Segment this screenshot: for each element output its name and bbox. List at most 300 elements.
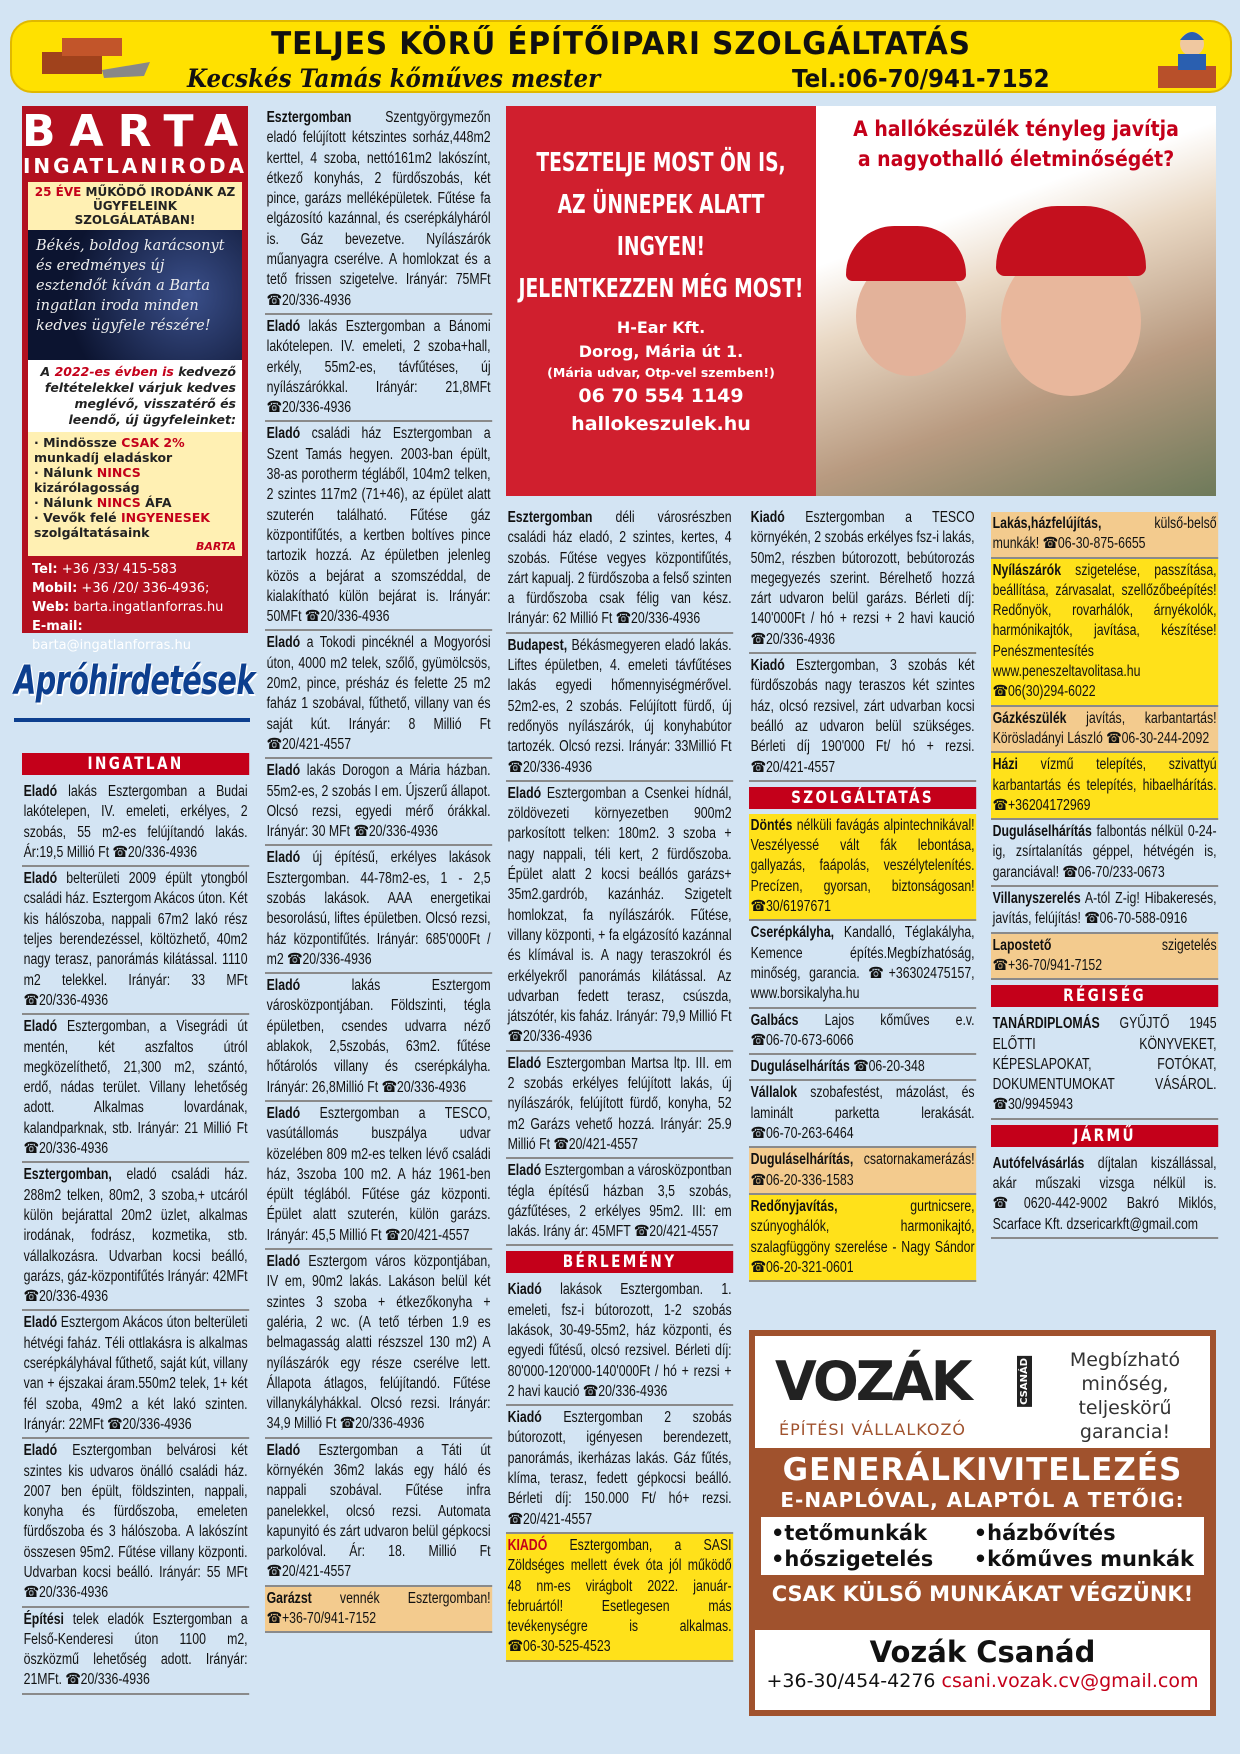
hearing-ad-photo <box>816 106 1216 496</box>
ad-phone <box>382 1079 466 1096</box>
banner-name: Kecskés Tamás kőműves mester <box>187 64 601 93</box>
ad-phone-number: +36-70/941-7152 <box>281 1610 377 1628</box>
ad-body: Esztergomban Martsa ltp. III. em 2 szobás erkélyes felújított lakás, új nyílászárók, felújított fürdő, konyha, 52 m2 Garázs vehető hozzá. Irányár: 25.9 Millió Ft <box>507 1054 732 1153</box>
ad-phone-number: 20/336-4936 <box>38 1584 109 1602</box>
barta-contact-row <box>32 560 238 579</box>
barta-offer-b: kedvező feltételekkel várjuk kedves meglévő, visszatérő és leendő, új ügyfeleinket: <box>44 364 236 427</box>
ad-lead: Budapest, <box>507 636 568 654</box>
ad-lead: Vállalok <box>750 1084 798 1102</box>
classified-ad <box>265 1250 492 1439</box>
ad-phone <box>1084 910 1187 927</box>
classified-ad <box>265 106 492 315</box>
ad-phone <box>267 1563 351 1580</box>
ad-phone-number: 06-70/233-0673 <box>1077 863 1165 881</box>
ad-lead: Eladó <box>266 317 301 335</box>
benefit-text: szolgáltatásaink <box>34 525 150 540</box>
phone-icon: ☎ <box>507 1638 523 1656</box>
phone-icon: ☎ <box>992 956 1008 974</box>
benefit-text: kizárólagosság <box>34 480 140 495</box>
ad-body: gurtnicsere, szúnyoghálók, harmonikajtó, szalagfüggöny szerelése - Nagy Sándor <box>750 1197 975 1256</box>
ad-phone <box>24 1140 108 1157</box>
contact-value[interactable]: barta@ingatlanforras.hu <box>32 638 191 653</box>
classified-ad <box>265 1102 492 1250</box>
ad-phone-number: 20/336-4936 <box>127 843 198 861</box>
ad-lead: Villanyszerelés <box>992 890 1081 908</box>
ad-phone-number: 30/9945943 <box>1007 1096 1073 1114</box>
column-2 <box>265 106 492 1633</box>
phone-icon: ☎ <box>868 964 889 982</box>
ad-body: Esztergom Akácos úton belterületi hétvégi faház. Téli ottlakásra is alkalmas cserépkályhával fűthető, saját kút, villany van + éjszakai áram.550m2 telek, 1+ két fél szoba, 49m2 a két lakó szinten. Irányár: 22MFt <box>23 1314 248 1433</box>
phone-icon: ☎ <box>1042 535 1058 553</box>
phone-icon: ☎ <box>1084 910 1100 928</box>
ad-phone <box>354 823 438 840</box>
ad-body: szigetelése, passzítása, beállítása, zárvasalat, szellőzőbeépítés! Redőnyök, rovarhálók, árnyékolók, harmónikajtók, javítása, készítése! Penészmentesítés www.peneszeltavolitasa.hu <box>992 561 1217 681</box>
phone-icon: ☎ <box>750 898 766 916</box>
ad-body: családi ház Esztergomban a Szent Tamás hegyen. 2003-ban épült, 38-as porotherm tégláből, 104m2 telken, 2 szintes 117m2 (71+46), az épület alatt szuterén található. Fűtése gáz központifűtés, a kertben boltíves pince tartozik hozzá. Az épületben jelenleg közös a bejárat a szomszéddal, de kialakítható külön bejárat is. Irányár: 50MFt <box>266 425 491 626</box>
ad-lead: Eladó <box>266 849 301 867</box>
classified-ad <box>749 1081 976 1148</box>
classified-ad <box>265 974 492 1102</box>
ad-phone <box>751 1032 854 1049</box>
classified-ad <box>22 1439 249 1607</box>
classified-ad <box>506 634 733 782</box>
phone-icon: ☎ <box>992 683 1008 701</box>
barta-contact-row <box>32 579 238 598</box>
hearing-ad-red-panel <box>506 106 816 496</box>
ad-phone <box>305 608 389 625</box>
phone-icon: ☎ <box>23 1584 39 1602</box>
ad-phone-number: 20/336-4936 <box>281 291 352 309</box>
ad-body: szigetelés <box>1051 936 1217 954</box>
phone-icon: ☎ <box>287 950 303 968</box>
classified-ad <box>991 1152 1218 1239</box>
section-header-ingatlan: INGATLAN <box>22 753 249 775</box>
ad-phone <box>107 1416 191 1433</box>
column-5 <box>991 512 1218 1239</box>
santa-hat-icon <box>996 206 1146 276</box>
ad-phone <box>508 1028 592 1045</box>
ad-lead: Esztergomban <box>507 509 593 526</box>
hearing-ad-company: H-Ear Kft. <box>616 318 706 337</box>
vozak-logo-small: CSANÁD <box>1019 1358 1030 1405</box>
ad-phone <box>267 736 351 753</box>
phone-icon: ☎ <box>582 1382 599 1400</box>
classified-ad <box>265 846 492 974</box>
vozak-services-list <box>761 1517 1204 1575</box>
ad-phone-number: 20/336-4936 <box>765 630 836 648</box>
ad-phone <box>267 292 351 309</box>
phone-icon: ☎ <box>266 291 282 309</box>
ad-phone-number: +36302475157, <box>888 964 975 982</box>
benefit-highlight: CSAK 2% <box>121 435 185 450</box>
classified-ad <box>265 1439 492 1587</box>
ad-body: Esztergomban belvárosi két szintes kis udvaros önálló családi ház. 2007 ben épült, földszinten, nappali, konyha és fürdőszoba, emeleten fürdőszoba és 3 hálószoba. A lakószínt összesen 95m2. Fűtése villany központi. Udvarban kocsi beálló. Irányár: 55 MFt <box>23 1442 248 1581</box>
classified-ad <box>22 1015 249 1163</box>
classified-ad <box>749 654 976 782</box>
ad-phone-number: 30/6197671 <box>765 898 831 916</box>
ad-phone-number: 20/421-4557 <box>281 1563 352 1581</box>
barta-logo: BARTA <box>195 540 236 553</box>
barta-benefit <box>34 510 236 540</box>
ad-phone <box>508 1511 592 1528</box>
phone-icon: ☎ <box>381 1078 397 1096</box>
ad-lead: Eladó <box>266 1253 301 1271</box>
ad-body: lakás Esztergom városközpontjában. Földszinti, tégla épületben, csendes udvarra néző ablakok, 2,5szobás, 63m2. fűtése hőtárolós villany és cserépkályha. Irányár: 26,8Millió Ft <box>266 977 491 1096</box>
ad-phone-number: 20/336-4936 <box>38 1288 109 1306</box>
contact-label: Tel: <box>32 562 58 577</box>
ad-phone-number: 20/336-4936 <box>522 758 593 776</box>
ad-lead: Eladó <box>507 1162 542 1180</box>
vozak-phone: +36-30/454-4276 <box>766 1670 936 1692</box>
ad-body: Esztergomban, a SASI Zöldséges mellett évek óta jól működő 48 nm-es virágbolt 2022. január-februártól! Esetlegesen más tevékenységre is alkalmas. <box>507 1536 732 1636</box>
ad-body: Esztergomban a TESCO környékén, 2 szobás erkélyes fsz-i lakás, 50m2, részben bútorozott, bebútorozás megegyezés szerint. Bérelhető hozzá zárt udvaron belül garázs. Bérleti díj: 140'000Ft / hó + rezsi + 2 havi kaució <box>750 509 975 628</box>
vozak-services-panel <box>755 1448 1210 1630</box>
ad-body: külső-belső munkák! <box>992 515 1217 553</box>
ad-phone-number: 20/336-4936 <box>320 608 390 626</box>
ad-phone-number: 20/336-4936 <box>396 1078 467 1096</box>
vozak-construction-ad <box>749 1330 1216 1716</box>
ad-lead: Házi <box>992 756 1018 774</box>
contact-value: +36 /20/ 336-4936; <box>77 581 210 596</box>
mason-worker-icon <box>1152 26 1222 90</box>
ad-body: Esztergomban a TESCO, vasútállomás buszpálya udvar közelében 809 m2-es telken lévő családi ház, 3szoba 100 m2. A ház 1961-ben épült téglából. Fűtése gáz központi. Épület alatt szuterén, külön garázs. Irányár: 45,5 Millió Ft <box>266 1104 491 1244</box>
phone-icon: ☎ <box>266 735 282 753</box>
contact-label: Mobil: <box>32 581 78 596</box>
ad-phone <box>993 683 1096 700</box>
ad-phone <box>24 1288 108 1305</box>
ad-phone-number: 20/421-4557 <box>765 758 836 776</box>
phone-icon: ☎ <box>304 608 321 626</box>
ad-phone <box>616 610 700 627</box>
phone-icon: ☎ <box>23 991 39 1009</box>
ad-phone <box>24 1584 108 1601</box>
vozak-service: •kőműves munkák <box>973 1547 1194 1571</box>
barta-real-estate-ad <box>22 106 253 653</box>
classified-ad <box>22 1608 249 1695</box>
phone-icon: ☎ <box>507 1510 523 1528</box>
phone-icon: ☎ <box>107 1415 123 1433</box>
barta-benefits-list <box>28 432 242 556</box>
ad-lead: Duguláselhárítás, <box>750 1151 854 1169</box>
ad-phone-number: 06-30-525-4523 <box>522 1638 611 1656</box>
ad-phone <box>340 1415 424 1432</box>
phone-icon: ☎ <box>266 1563 282 1581</box>
classified-ad <box>265 631 492 759</box>
ad-body: Kandalló, Téglakályha, Kemence építés.Megbízhatóság, minőség, garancia. <box>750 924 975 982</box>
banner-phone: Tel.:06-70/941-7152 <box>792 64 1050 93</box>
ad-phone-number: 06-70-263-6464 <box>765 1125 854 1143</box>
ad-lead: Gázkészülék <box>992 709 1067 727</box>
ad-body: telek eladók Esztergomban a Felső-Kenderesi úton 1100 m2, öszközmű lehetőség adott. Irányár: 21MFt. <box>23 1610 248 1689</box>
classified-ad <box>265 315 492 422</box>
ad-body: javítás, karbantartás! Körösladányi László <box>992 709 1217 747</box>
phone-icon: ☎ <box>65 1671 81 1689</box>
ad-lead: Esztergomban <box>266 109 352 126</box>
classified-ad <box>22 780 249 867</box>
phone-icon: ☎ <box>1106 729 1122 747</box>
ad-lead: Nyílászárók <box>992 561 1062 579</box>
ad-body: a Tokodi pincéknél a Mogyorósi úton, 4000 m2 telek, szőlő, gyümölcsös, 20m2, pince, présház és felette 25 m2 faház 1 szobával, fűthető, villany van és saját kút. Irányár: 8 Millió Ft <box>266 634 491 733</box>
ad-lead: Eladó <box>266 1441 301 1459</box>
hearing-aid-ad <box>506 106 1216 496</box>
classified-ad <box>991 559 1218 707</box>
phone-icon: ☎ <box>992 796 1008 814</box>
ad-lead: Eladó <box>507 1054 542 1072</box>
ad-body: csatornakamerázás! <box>853 1151 975 1169</box>
ad-phone <box>287 951 371 968</box>
ad-phone-number: 06-20-336-1583 <box>765 1171 854 1189</box>
barta-contacts <box>22 556 248 659</box>
santa-hat-icon <box>846 226 966 281</box>
barta-benefit <box>34 465 236 495</box>
ad-phone <box>583 1383 667 1400</box>
ad-phone-number: 20/336-4936 <box>38 991 109 1009</box>
classified-ad <box>749 1055 976 1081</box>
hearing-ad-line: JELENTKEZZEN MÉG MOST! <box>518 274 804 304</box>
ad-body: Esztergomban 2 szobás bútorozott, igényesen berendezett, panorámás, ikerházas lakás. Gáz fűtés, klíma, terasz, fedett gépkocsi beálló. Bérleti díj: 150.000 Ft/ hó+ rezsi. <box>507 1409 732 1508</box>
barta-anniversary-text: MŰKÖDŐ IRODÁNK AZ ÜGYFELEINK SZOLGÁLATÁBAN! <box>74 185 236 227</box>
benefit-text: · Mindössze <box>34 435 122 450</box>
ad-lead: Építési <box>23 1610 64 1628</box>
ad-lead: Eladó <box>23 1314 58 1332</box>
ad-body: Lajos kőműves e.v. <box>798 1011 975 1029</box>
vozak-tagline: ÉPÍTÉSI VÁLLALKOZÓ <box>779 1420 967 1439</box>
ad-phone-number: 20/336-4936 <box>598 1382 668 1400</box>
section-header-régiség: RÉGISÉG <box>991 985 1218 1007</box>
barta-title: BARTA <box>22 106 253 157</box>
ad-phone-number: 20/336-4936 <box>122 1415 192 1433</box>
hearing-ad-phone: 06 70 554 1149 <box>578 385 744 407</box>
hearing-ad-line: INGYEN! <box>616 232 706 262</box>
phone-icon: ☎ <box>507 1028 523 1046</box>
phone-icon: ☎ <box>750 1125 766 1143</box>
classifieds-title: Apróhirdetések <box>14 658 255 704</box>
ad-body: Esztergomban a Csenkei hídnál, zöldövezeti környezetben 900m2 parkosított telken: 180m2. 3 szoba + nagy nappali, téli kert, 2 fürdőszoba. Épület alatt 2 kocsi beállós garázs+ 35m2.gardrób, kazánház. Szigetelt homlokzat, fa nyílászárók. Fűtése, villany központi, + fa elgázosító kazánnal és klímával is. A nagy teraszokról és erkélyekről panorámás kilátással. Az udvarban fedett terasz, csúszda, játszótér, kis faház. Irányár: 79,9 Millió Ft <box>507 784 732 1026</box>
classified-ad <box>506 782 733 1052</box>
classified-ad <box>506 1406 733 1534</box>
ad-lead: Eladó <box>507 784 542 802</box>
ad-lead: Döntés <box>750 816 793 834</box>
ad-phone-number: 20/421-4557 <box>522 1510 593 1528</box>
hearing-ad-question: A hallókészülék tényleg javítja a nagyothalló életminőségét? <box>853 117 1179 171</box>
ad-phone-number: 20/336-4936 <box>281 399 352 417</box>
ad-lead: Eladó <box>266 634 301 652</box>
ad-extra: www.borsikalyha.hu <box>750 985 860 1003</box>
ad-phone <box>751 1172 854 1189</box>
phone-icon: ☎ <box>1062 863 1078 881</box>
ad-lead: Lapostető <box>992 936 1052 954</box>
classified-ad <box>265 759 492 846</box>
contact-value: +36 /33/ 415-583 <box>57 562 178 577</box>
ad-phone <box>508 1638 611 1655</box>
ad-phone-number: 06-70-673-6066 <box>765 1031 854 1049</box>
hearing-ad-line: TESZTELJE MOST ÖN IS, <box>536 148 786 178</box>
phone-icon: ☎ <box>992 1195 1024 1213</box>
phone-icon: ☎ <box>23 1140 39 1158</box>
phone-icon: ☎ <box>853 1058 869 1076</box>
ad-phone-number: 20/336-4936 <box>631 610 701 628</box>
ad-phone <box>267 1610 376 1627</box>
ad-lead: Duguláselhárítás <box>750 1058 850 1076</box>
ad-lead: Redőnyjavítás, <box>750 1197 838 1215</box>
ad-phone <box>751 898 831 915</box>
ad-phone <box>993 1096 1073 1113</box>
vozak-email[interactable]: csani.vozak.cv@gmail.com <box>941 1670 1199 1692</box>
ad-phone <box>751 1259 854 1276</box>
ad-body: díjtalan kiszállással, akár műszaki vizsga nélkül is. <box>992 1154 1217 1193</box>
phone-icon: ☎ <box>266 1610 282 1628</box>
ad-lead: Garázst <box>266 1589 312 1607</box>
ad-phone-number: 20/336-4936 <box>368 823 438 841</box>
ad-phone <box>993 957 1102 974</box>
classified-ad <box>991 934 1218 981</box>
ad-phone-number: 06-20-321-0601 <box>765 1258 854 1276</box>
phone-icon: ☎ <box>112 843 128 861</box>
classified-ad <box>22 1163 249 1311</box>
ad-body: vízmű telepítés, szivattyú karbantartás és telepítés, hibaelhárítás. <box>992 756 1217 794</box>
ad-phone <box>751 759 835 776</box>
classified-ad <box>749 1195 976 1282</box>
ad-lead: Eladó <box>23 1018 58 1036</box>
ad-lead: Eladó <box>266 425 301 443</box>
ad-phone <box>385 1227 469 1244</box>
ad-body: A-tól Z-ig! Hibakeresés, javítás, felújítás! <box>992 890 1217 928</box>
section-header-jármű: JÁRMŰ <box>991 1125 1218 1147</box>
classified-ad <box>506 1278 733 1406</box>
phone-icon: ☎ <box>384 1226 401 1244</box>
phone-icon: ☎ <box>750 630 766 648</box>
hearing-ad-address: Dorog, Mária út 1. <box>578 342 744 361</box>
ad-body: új építésű, erkélyes lakások Esztergomban. 44-78m2-es, 1 - 2,5 szobás lakások. AAA energetikai besorolású, liftes épületben. Olcsó rezsi, ház központifűtés. Irányár: 685'000Ft / m2 <box>266 849 491 968</box>
barta-offer <box>28 360 242 432</box>
column-3 <box>506 506 733 1662</box>
benefit-highlight: INGYENESEK <box>121 510 210 525</box>
ad-phone <box>508 759 592 776</box>
barta-anniversary <box>28 182 242 230</box>
ad-phone-number: 20/336-4936 <box>80 1671 150 1689</box>
ad-phone-number: 20/421-4557 <box>281 735 352 753</box>
ad-body: vennék Esztergomban! <box>311 1589 491 1607</box>
ad-body: nélküli favágás alpintechnikával! Veszélyessé vált fák lebontása, gallyazás, faápolás, veszélytelenítés. Precízen, gyorsan, biztonságosan! <box>750 816 975 895</box>
vozak-subheadline: E-NAPLÓVAL, ALAPTÓL A TETŐIG: <box>780 1488 1185 1512</box>
contact-label: E-mail: <box>32 619 83 634</box>
ad-lead: Kiadó <box>507 1281 542 1299</box>
benefit-highlight: NINCS <box>96 495 141 510</box>
phone-icon: ☎ <box>266 399 282 417</box>
section-header-bérlemény: BÉRLEMÉNY <box>506 1251 733 1273</box>
contact-label: Web: <box>32 600 70 615</box>
contact-value[interactable]: barta.ingatlanforras.hu <box>69 600 224 615</box>
ad-body: Esztergomban a Táti út környékén 36m2 lakás egy háló és nappali szobával. Fűtése infra panelekkel, olcsó rezsi. Automata kapunyitó és zárt udvaron belül gépkocsi parkolóval. Ár: 18. Millió Ft <box>266 1441 491 1561</box>
ad-extra: Bakró Miklós, Scarface Kft. dzsericarkft@gmail.com <box>992 1195 1217 1233</box>
vozak-slogan: Megbízható minőség, teljeskörű garancia! <box>1069 1349 1181 1443</box>
ad-body: Esztergomban, 3 szobás két fürdőszobás nagy teraszos két szintes ház, olcsó rezsivel, zárt udvarban kocsi beálló az udvaron belül szükséges. Bérleti díj 190'000 Ft/ hó + rezsi. <box>750 657 975 756</box>
ad-phone <box>993 1195 1108 1212</box>
classified-ad <box>265 422 492 631</box>
ad-lead: Kiadó <box>750 509 785 526</box>
ad-phone <box>24 992 108 1009</box>
barta-anniversary-years: 25 ÉVE <box>34 185 82 199</box>
classified-ad <box>749 814 976 921</box>
classified-ad <box>506 1159 733 1246</box>
column-1 <box>22 748 249 1695</box>
phone-icon: ☎ <box>750 1171 766 1189</box>
vozak-contact <box>755 1630 1210 1710</box>
ad-body: Szentgyörgymezőn eladó felújított kétszintes sorház,448m2 kerttel, 4 szoba, nettó161m2 lakószínt, étkező konyhás, 2 fürdőszobás, két pince, garázs melléképületek. Fűtése fa elgázosító kazánnal, és cserépkályháról is. Gáz bevezetve. Nyílászárók műanyagra cserélve. A homlokzat és a tető frissen szigetelve. Irányár: 75MFt <box>266 109 491 289</box>
hearing-ad-web[interactable]: hallokeszulek.hu <box>571 413 751 435</box>
benefit-text: munkadíj eladáskor <box>34 450 173 465</box>
classified-ad <box>749 921 976 1008</box>
ad-lead: Duguláselhárítás <box>992 823 1092 841</box>
classified-ad <box>991 707 1218 754</box>
phone-icon: ☎ <box>992 1096 1008 1114</box>
ad-phone <box>751 1125 854 1142</box>
ad-body: falbontás nélkül 0-24-ig, zsírtalanítás géppel, hétvégén is, garanciával! <box>992 823 1217 881</box>
ad-lead: Autófelvásárlás <box>992 1154 1085 1172</box>
barta-subtitle: INGATLANIRODA <box>22 154 248 178</box>
ad-phone-number: 20/336-4936 <box>355 1415 425 1433</box>
benefit-text: · Nálunk <box>34 495 97 510</box>
classified-ad <box>991 887 1218 934</box>
barta-greeting: Békés, boldog karácsonyt és eredményes új esztendőt kíván a Barta ingatlan iroda minden kedves ügyfele részére! <box>28 230 242 360</box>
vozak-logo: VOZÁK <box>775 1350 970 1413</box>
ad-body: szobafestést, mázolást, és laminált parketta lerakását. <box>750 1084 975 1122</box>
benefit-text: · Nálunk <box>34 465 97 480</box>
vozak-service: •házbővítés <box>973 1521 1116 1545</box>
section-header-szolgáltatás: SZOLGÁLTATÁS <box>749 787 976 809</box>
ad-phone <box>993 797 1091 814</box>
ad-phone-number: +36204172969 <box>1007 796 1091 814</box>
classified-ad <box>22 1311 249 1439</box>
vozak-name: Vozák Csanád <box>869 1635 1096 1669</box>
ad-lead: Eladó <box>266 1104 301 1122</box>
banner-title: TELJES KÖRŰ ÉPÍTŐIPARI SZOLGÁLTATÁS <box>271 26 971 62</box>
ad-body: lakás Dorogon a Mária házban. 55m2-es, 2 szobás I em. Újszerű állapot. Olcsó rezsi, egyedi mérő órákkal. Irányár: 30 MFt <box>266 762 491 841</box>
ad-body: Esztergom város központjában, IV em, 90m2 lakás. Lakáson belül két szintes 3 szoba + étkezőkonyha + galéria, 2 wc. (A tető térben 1.9 es belmagasság alatti részszel 130 m2) A nyílászárók egy része cserélve lett. Állapota átlagos, felújítandó. Fűtése villanykályhákkal. Olcsó rezsi. Irányár: 34,9 Millió Ft <box>266 1253 491 1433</box>
ad-lead: Eladó <box>266 977 301 995</box>
ad-lead: Galbács <box>750 1011 799 1029</box>
classified-ad <box>506 1534 733 1662</box>
phone-icon: ☎ <box>633 1223 650 1241</box>
vozak-service: •hőszigetelés <box>771 1547 934 1571</box>
phone-icon: ☎ <box>750 1031 766 1049</box>
ad-lead: Eladó <box>23 870 58 888</box>
classified-ad <box>749 1148 976 1195</box>
classified-ad <box>22 867 249 1015</box>
ad-phone-number: 06-20-348 <box>868 1058 925 1076</box>
header-banner-ad <box>10 20 1232 93</box>
ad-lead: TANÁRDIPLOMÁS <box>992 1015 1100 1033</box>
ad-lead: Cserépkályha, <box>750 924 835 942</box>
ad-lead: Kiadó <box>750 657 785 675</box>
ad-phone <box>1043 535 1146 552</box>
ad-lead: Eladó <box>23 783 58 800</box>
ad-phone-number: 06-30-244-2092 <box>1121 729 1210 747</box>
phone-icon: ☎ <box>553 1135 569 1153</box>
ad-phone-number: +36-70/941-7152 <box>1007 956 1103 974</box>
ad-phone-number: 20/336-4936 <box>522 1028 593 1046</box>
ad-body: belterületi 2009 épült ytongból családi ház. Esztergom Akácos úton. Két kis hálószoba, nappali 67m2 lakó rész teljes berendezéssel, költözhető, 40m2 nagy terasz, panorámás kilátással. 1110 m2 telekkel. Irányár: 33 MFt <box>23 870 248 989</box>
ad-phone <box>113 844 197 861</box>
ad-lead: Esztergomban, <box>23 1166 112 1184</box>
phone-icon: ☎ <box>353 823 369 841</box>
ad-body: Esztergomban, a Visegrádi út mentén, két aszfaltos útról megközelíthető, 21,300 m2, szántó, erdő, nádas terület. Villany lehetőség adott. Alkalmas lovardának, kalandparknak, stb. Irányár: 21 Millió Ft <box>23 1018 248 1137</box>
ad-phone-number: 20/421-4557 <box>568 1135 638 1153</box>
ad-phone-number: 0620-442-9002 <box>1023 1195 1108 1213</box>
ad-phone-number: 06-70-588-0916 <box>1099 910 1188 928</box>
ad-phone <box>634 1223 718 1240</box>
vozak-headline: GENERÁLKIVITELEZÉS <box>782 1452 1183 1488</box>
